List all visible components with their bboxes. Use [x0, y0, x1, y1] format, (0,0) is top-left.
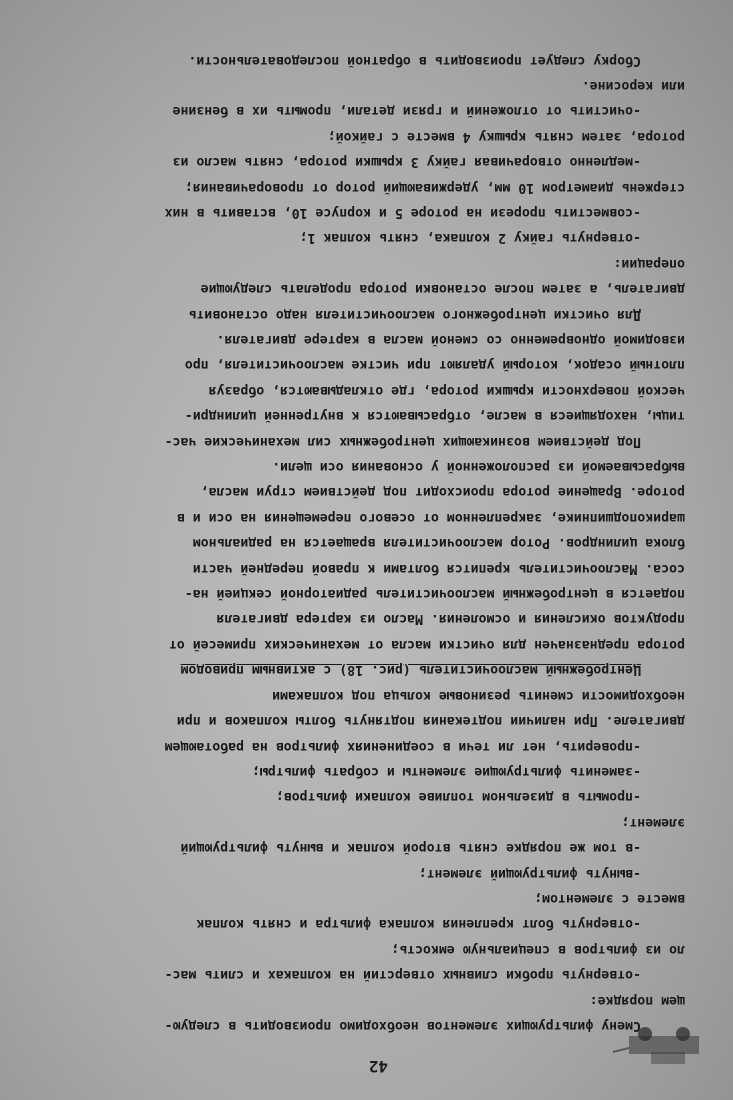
text-line: -медленно отворачивая гайку 3 крышки ротора, снять масло из	[172, 154, 641, 170]
text-line: или керосине.	[581, 77, 685, 93]
text-line: необходимости сменить резиновые кольца под колпаками	[272, 687, 685, 703]
body-text	[25, 47, 685, 1038]
text-line: стержень диаметром 10 мм, удерживающий ротор от проворачивания;	[184, 179, 685, 195]
text-line: двигатель, а затем после остановки ротора проделать следующие	[200, 281, 685, 297]
text-line: выбрасываемой из расположенной у основания оси щели.	[272, 459, 685, 475]
text-line: тицы, находящиеся в масле, отбрасываются к внутренней цилиндри-	[184, 408, 685, 424]
text-line: элемент;	[621, 814, 685, 830]
page-number: 42	[368, 1057, 388, 1076]
text-line: операции:	[613, 255, 685, 271]
text-line: -отвернуть болт крепления колпака фильтра и снять колпак	[196, 916, 641, 932]
text-line: Под действием возникающих центробежных сил механические час-	[164, 433, 641, 449]
text-line: Для очистки центробежного маслоочистителя надо остановить	[188, 306, 641, 322]
text-line: изводимой одновременно со сменой масла в картере двигателя.	[216, 332, 685, 348]
text-line: плотный осадок, который удаляют при чистке маслоочистителя, про	[184, 357, 685, 373]
text-line: Смену фильтрующих элементов необходимо производить в следую-	[164, 1018, 641, 1033]
text-line: шарикоподшипнике, закрепленном от осевого перемещения на оси и в	[176, 509, 685, 525]
text-line: -очистить от отложений и грязи детали, промыть их в бензине	[172, 103, 641, 119]
text-line: блока цилиндров. Ротор маслоочистителя вращается на радиальном	[192, 535, 685, 551]
text-line: двигателе. При наличии подтекания подтянуть болты колпаков и при	[176, 713, 685, 729]
text-line: Сборку следует производить в обратной последовательности.	[188, 52, 641, 68]
text-line: ло из фильтров в специальную емкость;	[391, 941, 685, 957]
text-line: -совместить прорези на роторе 5 и корпусе 10, вставить в них	[164, 205, 641, 220]
text-line: -в том же порядке снять второй колпак и вынуть фильтрующий	[180, 840, 641, 856]
text-line: ротора предназначен для очистки масла от механических примесей от	[168, 636, 685, 652]
text-line: ческой поверхности крышки ротора, где откладываются, образуя	[208, 382, 685, 398]
text-line: подается в центробежный маслоочиститель радиаторной секцией на-	[184, 586, 685, 602]
text-line: -отвернуть пробки сливных отверстий на колпаках и слить мас-	[164, 967, 641, 983]
text-line: вместе с элементом;	[534, 890, 685, 906]
text-line: -проверить, нет ли течи в соединениях фильтров на работающем	[164, 738, 641, 754]
text-line: щем порядке:	[589, 992, 685, 1008]
text-line: Центробежный маслоочиститель (рис. 18) с активным приводом	[180, 662, 641, 678]
text-line: -отвернуть гайку 2 колпака, снять колпак 1;	[299, 230, 641, 246]
text-line: -заменить фильтрующие элементы и собрать фильтры;	[251, 763, 641, 779]
text-line: -промыть в дизельном топливе колпаки фильтров;	[275, 789, 641, 805]
text-line: продуктов окисления и осмоления. Масло из картера двигателя	[216, 611, 685, 627]
text-line: -вынуть фильтрующий элемент;	[418, 865, 641, 881]
text-line: ротора, затем снять крышку 4 вместе с гайкой;	[327, 128, 685, 144]
text-line: соса. Маслоочиститель крепится болтами к правой передней части	[192, 560, 685, 576]
text-line: роторе. Вращение ротора происходит под действием струи масла,	[200, 484, 685, 500]
